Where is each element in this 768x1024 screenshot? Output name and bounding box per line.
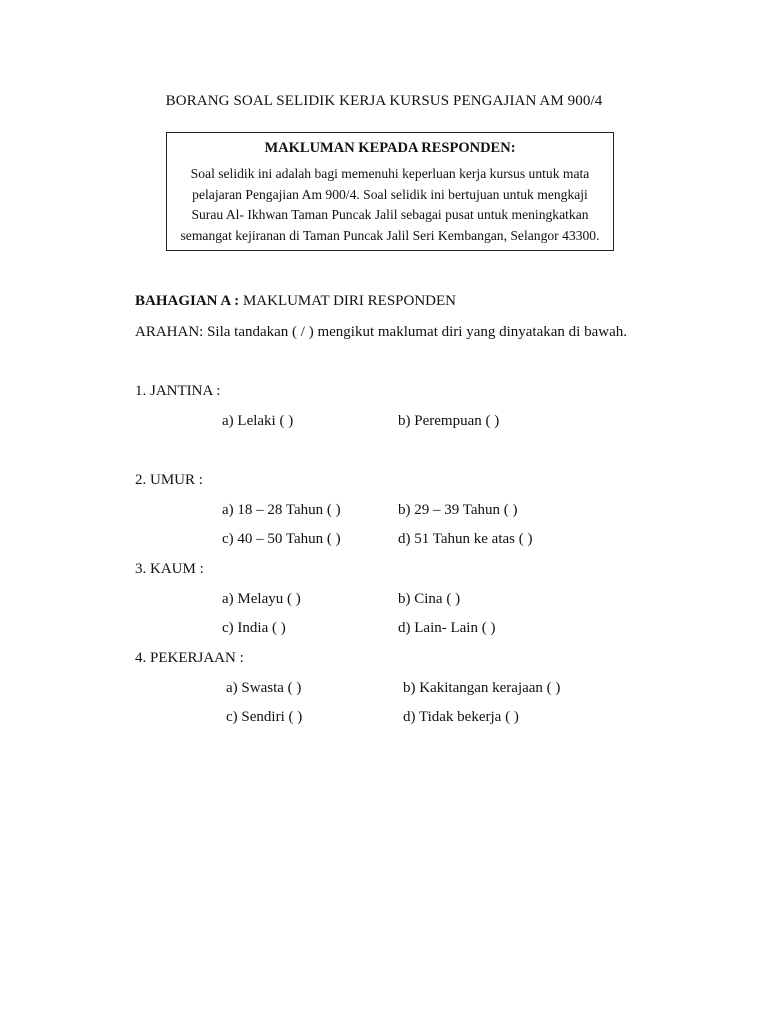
option-occupation-unemployed[interactable]: d) Tidak bekerja ( ) [403, 709, 519, 725]
option-occupation-private[interactable]: a) Swasta ( ) [226, 680, 302, 696]
option-age-18-28[interactable]: a) 18 – 28 Tahun ( ) [222, 502, 341, 518]
section-a-heading [135, 293, 456, 310]
option-occupation-self-employed[interactable]: c) Sendiri ( ) [226, 709, 303, 725]
option-race-malay[interactable]: a) Melayu ( ) [222, 591, 301, 607]
option-race-indian[interactable]: c) India ( ) [222, 620, 286, 636]
section-a-label: BAHAGIAN A : [135, 293, 240, 309]
option-gender-male[interactable]: a) Lelaki ( ) [222, 413, 294, 429]
question-age-label: 2. UMUR : [135, 472, 203, 488]
section-a-title: MAKLUMAT DIRI RESPONDEN [239, 293, 457, 309]
document-title: BORANG SOAL SELIDIK KERJA KURSUS PENGAJIAN AM 900/4 [165, 93, 603, 109]
notice-line: pelajaran Pengajian Am 900/4. Soal selidik ini bertujuan untuk mengkaji [192, 186, 588, 202]
option-age-40-50[interactable]: c) 40 – 50 Tahun ( ) [222, 531, 341, 547]
question-gender-label: 1. JANTINA : [135, 383, 221, 399]
respondent-notice-box [166, 132, 614, 251]
notice-line: Surau Al- Ikhwan Taman Puncak Jalil sebagai pusat untuk meningkatkan [191, 207, 589, 222]
notice-heading: MAKLUMAN KEPADA RESPONDEN: [264, 140, 516, 156]
question-race-label: 3. KAUM : [135, 561, 204, 577]
option-gender-female[interactable]: b) Perempuan ( ) [398, 413, 500, 429]
option-race-chinese[interactable]: b) Cina ( ) [398, 591, 461, 607]
option-race-others[interactable]: d) Lain- Lain ( ) [398, 620, 496, 636]
question-occupation-label: 4. PEKERJAAN : [135, 650, 244, 666]
instruction-text: ARAHAN: Sila tandakan ( / ) mengikut maklumat diri yang dinyatakan di bawah. [135, 324, 627, 340]
notice-body [167, 164, 613, 246]
notice-line: semangat kejiranan di Taman Puncak Jalil Seri Kembangan, Selangor 43300. [180, 227, 600, 243]
option-age-29-39[interactable]: b) 29 – 39 Tahun ( ) [398, 502, 518, 518]
option-age-51-above[interactable]: d) 51 Tahun ke atas ( ) [398, 531, 533, 547]
notice-line: Soal selidik ini adalah bagi memenuhi keperluan kerja kursus untuk mata [190, 166, 590, 181]
option-occupation-government[interactable]: b) Kakitangan kerajaan ( ) [403, 680, 561, 696]
